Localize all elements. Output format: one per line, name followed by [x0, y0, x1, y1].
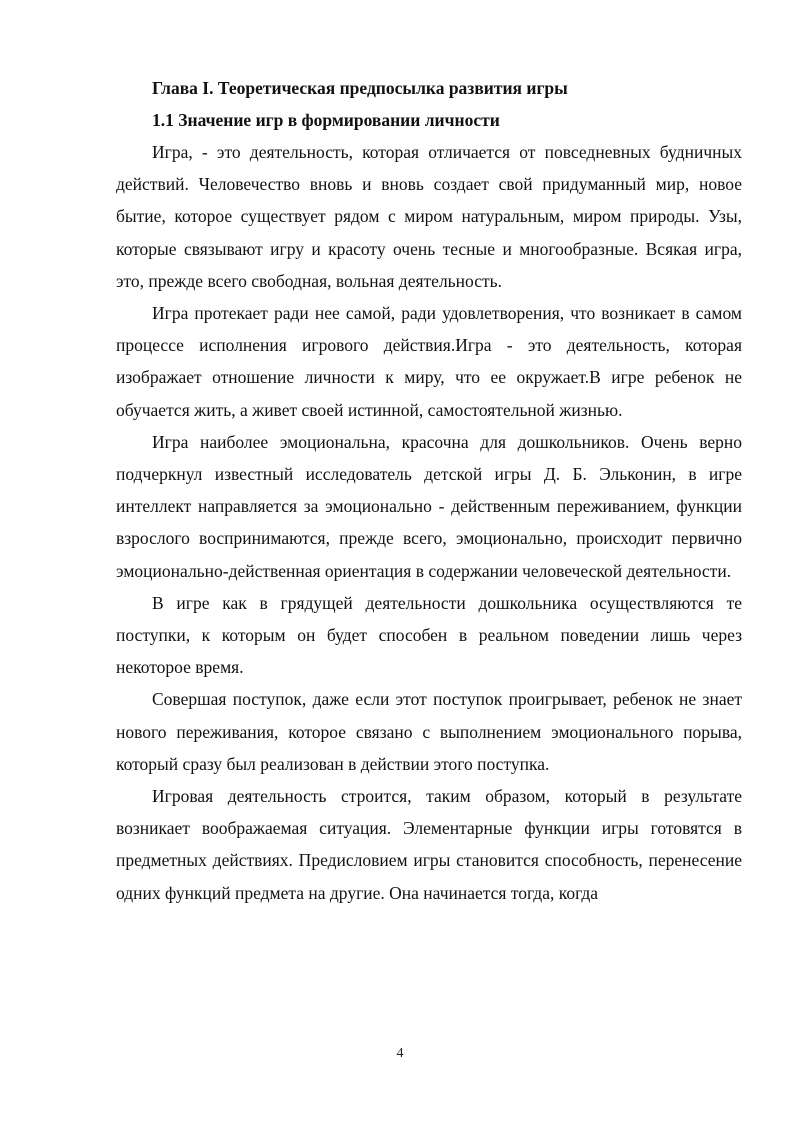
section-title: 1.1 Значение игр в формировании личности	[152, 110, 500, 130]
paragraph-3: Игра наиболее эмоциональна, красочна для дошкольников. Очень верно подчеркнул известный исследователь детской игры Д. Б. Эльконин, в игре интеллект направляется за эмоционально - действенным переживанием, функции взрослого воспринимаются, прежде всего, эмоционально, происходит первично эмоционально-действенная ориентация в содержании человеческой деятельности.	[116, 431, 742, 581]
paragraph-6: Игровая деятельность строится, таким образом, который в результате возникает воображаемая ситуация. Элементарные функции игры готовятся в предметных действиях. Предисловием игры становится способность, перенесение одних функций предмета на другие. Она начинается тогда, когда	[116, 786, 742, 903]
paragraph-2: Игра протекает ради нее самой, ради удовлетворения, что возникает в самом процессе исполнения игрового действия.Игра - это деятельность, которая изображает отношение личности к миру, что ее окружает.В игре ребенок не обучается жить, а живет своей истинной, самостоятельной жизнью.	[116, 303, 742, 420]
paragraph-1: Игра, - это деятельность, которая отличается от повседневных будничных действий. Человечество вновь и вновь создает свой придуманный мир, новое бытие, которое существует рядом с миром натуральным, миром природы. Узы, которые связывают игру и красоту очень тесные и многообразные. Всякая игра, это, прежде всего свободная, вольная деятельность.	[116, 142, 742, 291]
chapter-title: Глава I. Теоретическая предпосылка развития игры	[152, 78, 568, 98]
paragraph-5: Совершая поступок, даже если этот поступок проигрывает, ребенок не знает нового переживания, которое связано с выполнением эмоционального порыва, который сразу был реализован в действии этого поступка.	[116, 689, 742, 774]
page-number: 4	[396, 1046, 404, 1061]
page-content	[116, 72, 742, 909]
paragraph-4: В игре как в грядущей деятельности дошкольника осуществляются те поступки, к которым он будет способен в реальном поведении лишь через некоторое время.	[116, 592, 742, 678]
